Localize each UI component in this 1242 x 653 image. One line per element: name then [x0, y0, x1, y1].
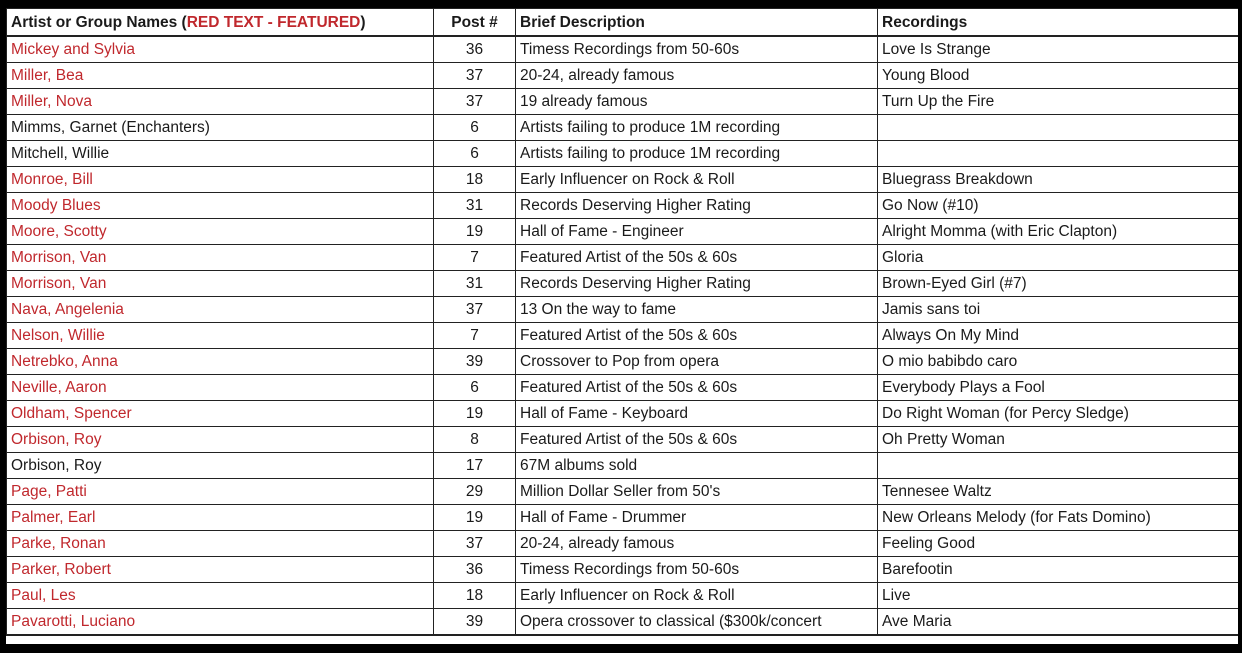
post-cell[interactable]: 37: [434, 531, 516, 557]
post-cell[interactable]: 19: [434, 219, 516, 245]
description-cell[interactable]: Hall of Fame - Keyboard: [516, 401, 878, 427]
post-cell[interactable]: 19: [434, 505, 516, 531]
description-cell[interactable]: Early Influencer on Rock & Roll: [516, 167, 878, 193]
artist-cell[interactable]: Oldham, Spencer: [7, 401, 434, 427]
table-row: [7, 609, 1239, 636]
table-row: [7, 167, 1239, 193]
artist-cell[interactable]: Neville, Aaron: [7, 375, 434, 401]
recording-cell[interactable]: [878, 115, 1239, 141]
table-row: [7, 479, 1239, 505]
recording-cell[interactable]: Go Now (#10): [878, 193, 1239, 219]
post-cell[interactable]: 6: [434, 141, 516, 167]
recording-cell[interactable]: New Orleans Melody (for Fats Domino): [878, 505, 1239, 531]
description-cell[interactable]: Crossover to Pop from opera: [516, 349, 878, 375]
header-recordings[interactable]: Recordings: [878, 9, 1239, 37]
description-cell[interactable]: Hall of Fame - Drummer: [516, 505, 878, 531]
recording-cell[interactable]: Oh Pretty Woman: [878, 427, 1239, 453]
post-cell[interactable]: 8: [434, 427, 516, 453]
artist-cell[interactable]: Nava, Angelenia: [7, 297, 434, 323]
description-cell[interactable]: Records Deserving Higher Rating: [516, 193, 878, 219]
header-featured-note: RED TEXT - FEATURED: [186, 13, 361, 31]
spreadsheet: [6, 8, 1238, 644]
table-row: [7, 349, 1239, 375]
header-post[interactable]: Post #: [434, 9, 516, 37]
recording-cell[interactable]: Jamis sans toi: [878, 297, 1239, 323]
table-row: [7, 427, 1239, 453]
post-cell[interactable]: 39: [434, 349, 516, 375]
artist-cell[interactable]: Paul, Les: [7, 583, 434, 609]
recording-cell[interactable]: Turn Up the Fire: [878, 89, 1239, 115]
table-row: [7, 271, 1239, 297]
recording-cell[interactable]: O mio babibdo caro: [878, 349, 1239, 375]
description-cell[interactable]: Timess Recordings from 50-60s: [516, 36, 878, 63]
description-cell[interactable]: Early Influencer on Rock & Roll: [516, 583, 878, 609]
post-cell[interactable]: 37: [434, 297, 516, 323]
recording-cell[interactable]: Bluegrass Breakdown: [878, 167, 1239, 193]
header-artist-label: Artist or Group Names (: [11, 13, 187, 31]
artist-cell[interactable]: Page, Patti: [7, 479, 434, 505]
post-cell[interactable]: 31: [434, 271, 516, 297]
recording-cell[interactable]: Always On My Mind: [878, 323, 1239, 349]
table-row: [7, 583, 1239, 609]
recording-cell[interactable]: Young Blood: [878, 63, 1239, 89]
artist-cell[interactable]: Morrison, Van: [7, 245, 434, 271]
table-row: [7, 245, 1239, 271]
recording-cell[interactable]: Do Right Woman (for Percy Sledge): [878, 401, 1239, 427]
artist-cell[interactable]: Morrison, Van: [7, 271, 434, 297]
table-row: [7, 297, 1239, 323]
table-row: [7, 219, 1239, 245]
header-artist[interactable]: [7, 9, 434, 37]
artist-cell[interactable]: Parker, Robert: [7, 557, 434, 583]
table-row: [7, 193, 1239, 219]
recording-cell[interactable]: Alright Momma (with Eric Clapton): [878, 219, 1239, 245]
description-cell[interactable]: 67M albums sold: [516, 453, 878, 479]
artist-cell[interactable]: Parke, Ronan: [7, 531, 434, 557]
header-artist-close: ): [360, 13, 366, 31]
recording-cell[interactable]: Everybody Plays a Fool: [878, 375, 1239, 401]
artist-cell[interactable]: Palmer, Earl: [7, 505, 434, 531]
post-cell[interactable]: 36: [434, 557, 516, 583]
artist-cell[interactable]: Mimms, Garnet (Enchanters): [7, 115, 434, 141]
artist-cell[interactable]: Miller, Nova: [7, 89, 434, 115]
post-cell[interactable]: 37: [434, 89, 516, 115]
recording-cell[interactable]: [878, 141, 1239, 167]
description-cell[interactable]: Featured Artist of the 50s & 60s: [516, 245, 878, 271]
description-cell[interactable]: Opera crossover to classical ($300k/concert: [516, 609, 878, 636]
description-cell[interactable]: Artists failing to produce 1M recording: [516, 115, 878, 141]
description-cell[interactable]: Million Dollar Seller from 50's: [516, 479, 878, 505]
table-row: [7, 453, 1239, 479]
post-cell[interactable]: 29: [434, 479, 516, 505]
table-row: [7, 505, 1239, 531]
recording-cell[interactable]: Gloria: [878, 245, 1239, 271]
recording-cell[interactable]: Feeling Good: [878, 531, 1239, 557]
description-cell[interactable]: Timess Recordings from 50-60s: [516, 557, 878, 583]
artist-cell[interactable]: Nelson, Willie: [7, 323, 434, 349]
table-row: [7, 401, 1239, 427]
artist-cell[interactable]: Moore, Scotty: [7, 219, 434, 245]
recording-cell[interactable]: Tennesee Waltz: [878, 479, 1239, 505]
table-row: [7, 115, 1239, 141]
post-cell[interactable]: 18: [434, 167, 516, 193]
recording-cell[interactable]: Love Is Strange: [878, 36, 1239, 63]
post-cell[interactable]: 7: [434, 323, 516, 349]
post-cell[interactable]: 6: [434, 115, 516, 141]
artist-cell[interactable]: Mickey and Sylvia: [7, 36, 434, 63]
artist-table: [6, 8, 1238, 636]
table-row: [7, 557, 1239, 583]
table-row: [7, 375, 1239, 401]
description-cell[interactable]: 19 already famous: [516, 89, 878, 115]
artist-cell[interactable]: Pavarotti, Luciano: [7, 609, 434, 636]
description-cell[interactable]: Featured Artist of the 50s & 60s: [516, 427, 878, 453]
recording-cell[interactable]: Brown-Eyed Girl (#7): [878, 271, 1239, 297]
post-cell[interactable]: 39: [434, 609, 516, 636]
recording-cell[interactable]: Barefootin: [878, 557, 1239, 583]
description-cell[interactable]: Featured Artist of the 50s & 60s: [516, 323, 878, 349]
recording-cell[interactable]: Ave Maria: [878, 609, 1239, 636]
post-cell[interactable]: 6: [434, 375, 516, 401]
artist-cell[interactable]: Miller, Bea: [7, 63, 434, 89]
post-cell[interactable]: 7: [434, 245, 516, 271]
artist-cell[interactable]: Netrebko, Anna: [7, 349, 434, 375]
artist-cell[interactable]: Mitchell, Willie: [7, 141, 434, 167]
post-cell[interactable]: 19: [434, 401, 516, 427]
header-row: [7, 9, 1239, 37]
table-row: [7, 36, 1239, 63]
description-cell[interactable]: Hall of Fame - Engineer: [516, 219, 878, 245]
description-cell[interactable]: 13 On the way to fame: [516, 297, 878, 323]
description-cell[interactable]: 20-24, already famous: [516, 63, 878, 89]
post-cell[interactable]: 18: [434, 583, 516, 609]
table-row: [7, 141, 1239, 167]
recording-cell[interactable]: [878, 453, 1239, 479]
table-row: [7, 323, 1239, 349]
post-cell[interactable]: 31: [434, 193, 516, 219]
artist-cell[interactable]: Orbison, Roy: [7, 427, 434, 453]
artist-cell[interactable]: Orbison, Roy: [7, 453, 434, 479]
post-cell[interactable]: 17: [434, 453, 516, 479]
table-row: [7, 531, 1239, 557]
description-cell[interactable]: Artists failing to produce 1M recording: [516, 141, 878, 167]
artist-cell[interactable]: Moody Blues: [7, 193, 434, 219]
description-cell[interactable]: 20-24, already famous: [516, 531, 878, 557]
description-cell[interactable]: Records Deserving Higher Rating: [516, 271, 878, 297]
artist-cell[interactable]: Monroe, Bill: [7, 167, 434, 193]
post-cell[interactable]: 36: [434, 36, 516, 63]
table-row: [7, 63, 1239, 89]
description-cell[interactable]: Featured Artist of the 50s & 60s: [516, 375, 878, 401]
recording-cell[interactable]: Live: [878, 583, 1239, 609]
table-row: [7, 89, 1239, 115]
post-cell[interactable]: 37: [434, 63, 516, 89]
header-description[interactable]: Brief Description: [516, 9, 878, 37]
